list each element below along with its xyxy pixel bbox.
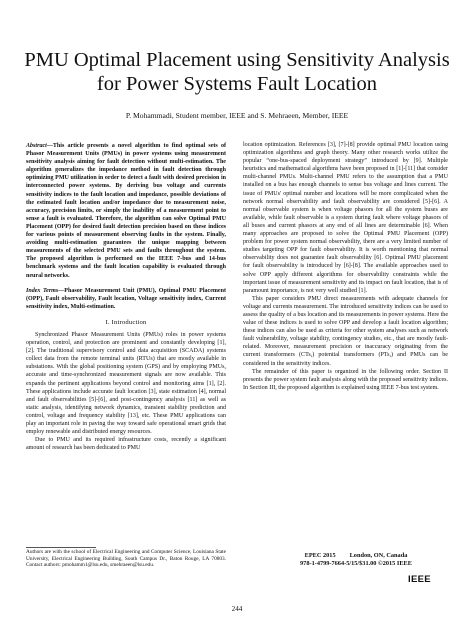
body-paragraph: location optimization. References [3], [7]-[8] provide optimal PMU location using optimization algorithms and graph theory. Many other research works utilize the popular “one-bus-spaced deployment strategy” introduced by [9]. Multiple heuristics and mathematical algorithms have been proposed in [1]-[11] that consider multi-channel PMUs. Multi-channel PMU refers to the assumption that a PMU installed on a bus has enough channels to sense bus voltage and lines current. The issue of PMUs' optimal number and locations will be more complicated when the network normal observability and fault observability are considered [5]-[6]. A normal observable system is when voltage phasors for all the system buses are available, while fault observable is a system during fault where voltage phasors of all buses and current phasors at any end of all lines are determinable [6]. When many approaches are proposed to solve the Optimal PMU Placement (OPP) problem for power system normal observability, there are a very limited number of studies targeting OPP for fault observability. It is worth mentioning that normal observability does not guarantee fault observability [6]. Optimal PMU placement for fault observability is introduced by [6]-[8]. The available approaches used to solve OPP apply different algorithms for observability constraints while the important issue of measurement sensitivity and its impact on fault location, that is of paramount importance, is not very well studied [1]. — [243, 142, 448, 294]
conference-location: London, ON, Canada — [349, 552, 408, 559]
footnote-divider — [26, 547, 96, 548]
index-terms-text: —Phasor Measurement Unit (PMU), Optimal PMU Placement (OPP), Fault observability, Fault location, Voltage sensitivity index, Current sensitivity index, Multi-estimation. — [26, 287, 226, 310]
left-column — [26, 142, 226, 452]
index-terms — [26, 287, 226, 311]
ieee-logo: IEEE — [408, 574, 431, 585]
conference-info — [256, 552, 456, 568]
conference-name: EPEC 2015 — [304, 552, 336, 559]
conference-isbn: 978-1-4799-7664-5/15/$31.00 ©2015 IEEE — [300, 559, 412, 567]
abstract — [26, 142, 226, 280]
intro-paragraph: Due to PMU and its required infrastructure costs, recently a significant amount of research has been dedicated to PMU — [26, 437, 226, 452]
index-terms-lead: Index Terms — [26, 287, 59, 294]
author-line: P. Mohammadi, Student member, IEEE and S. Mehraeen, Member, IEEE — [125, 111, 349, 120]
abstract-lead: Abstract — [26, 143, 47, 149]
abstract-text: —This article presents a novel algorithm to find optimal sets of Phasor Measurement Units (PMUs) in power systems using measurement sensitivity analysis aiming for fault detection without multi-estimation. The algorithm generalizes the impedance method in fault detection through optimizing PMU utilization in order to detect a fault with desired precision in interconnected power systems. By deriving bus voltage and currents sensitivity indices to the fault location and impedance, possible deviations of the estimated fault location and/or impedance due to measurement noise, accuracy, precision limits, or simply the inability of a measurement point to sense a fault is evaluated. Therefore, the algorithm can solve Optimal PMU Placement (OPP) for desired fault detection precision based on these indices for various points of measurement observing faults in the system. Finally, avoiding multi-estimation guarantees the unique mapping between measurements of the selected PMU sets and faults throughout the system. The proposed algorithm is performed on the IEEE 7-bus and 14-bus benchmark systems and the fault location capability is evaluated through neural networks. — [26, 143, 226, 279]
author-affiliation-footnote: Authors are with the school of Electrical Engineering and Computer Science, Louisiana State University, Electrical Engineering Building, South Campus Dr., Baton Rouge, LA 70803. Contact authors: pmohamm1@lsu.edu, smehraeen@lsu.edu. — [26, 549, 226, 569]
page-number: 244 — [231, 605, 243, 613]
intro-paragraph: Synchronized Phasor Measurement Units (PMUs) roles in power systems operation, control, and protection are prominent and constantly developing [1], [2]. The traditional supervisory control and data acquisition (SCADA) systems collect data from the remote terminal units (RTUs) that are mostly available in substations. With the global positioning system (GPS) and by employing PMUs, accurate and time-synchronized measurement signals are now available. This expands the pertinent applications beyond control and monitoring aims [1], [2]. These applications include accurate fault location [3], state estimation [4], normal and fault observabilities [5]-[6], and post-contingency analysis [11] as well as static analysis, identifying network dynamics, transient stability prediction and control, voltage and frequency stability [13], etc. These PMU applications can play an important role in paving the way toward safe operational smart grids that employ renewable and distributed energy resources. — [26, 331, 226, 436]
section-heading-introduction: I. Introduction — [105, 318, 147, 326]
right-column — [243, 141, 448, 392]
paper-title: PMU Optimal Placement using Sensitivity Analysis for Power Systems Fault Location — [24, 49, 450, 95]
body-paragraph: This paper considers PMU direct measurements with adequate channels for voltage and currents measurement. The introduced sensitivity indices can be used to assess the quality of a bus location and its measurements in power systems. Here the value of these indices is used to solve OPP and develop a fault location algorithm; these indices can also be used as criteria for other system analyses such as network fault vulnerability, voltage stability, contingency studies, etc., that are mostly fault-related. Moreover, measurement precision or inaccuracy originating from the current transformers (CTs,) potential transformers (PTs,) and PMUs can be considered in the sensitivity indices. — [243, 295, 448, 367]
body-paragraph: The remainder of this paper is organized in the following order. Section II presents the power system fault analysis along with the proposed sensitivity indices. In Section III, the proposed algorithm is explained using IEEE 7-bus test system. — [243, 368, 448, 391]
